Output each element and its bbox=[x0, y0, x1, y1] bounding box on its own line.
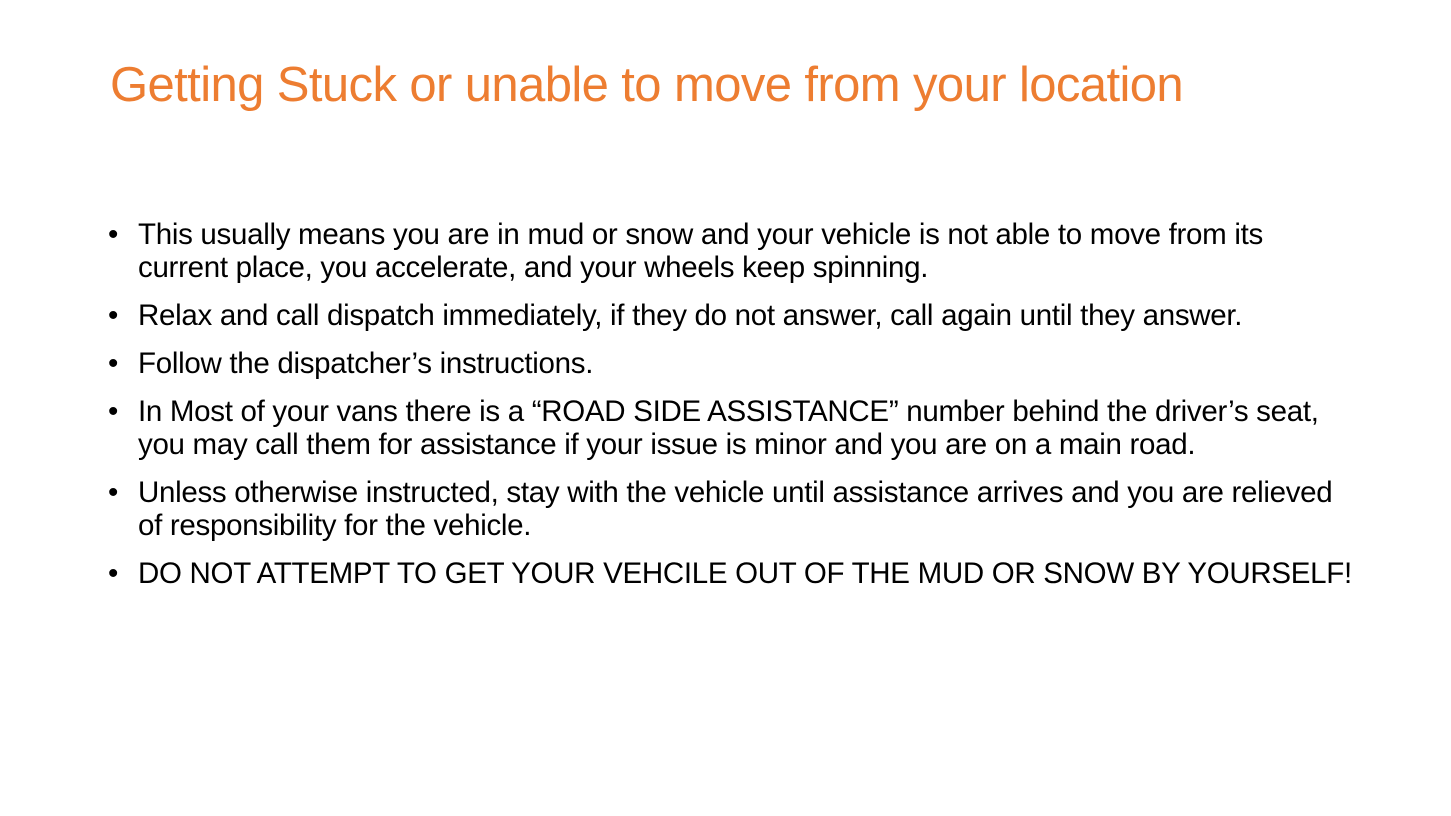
bullet-list bbox=[108, 218, 1353, 605]
bullet-icon: • bbox=[108, 395, 119, 428]
bullet-icon: • bbox=[108, 218, 119, 251]
bullet-icon: • bbox=[108, 476, 119, 509]
bullet-icon: • bbox=[108, 299, 119, 332]
bullet-item bbox=[108, 299, 1353, 332]
bullet-text: Follow the dispatcher’s instructions. bbox=[138, 347, 594, 380]
bullet-text: This usually means you are in mud or snow and your vehicle is not able to move from its current place, you accelerate, and your wheels keep spinning. bbox=[138, 218, 1263, 284]
bullet-text: Unless otherwise instructed, stay with the vehicle until assistance arrives and you are relieved of responsibility for the vehicle. bbox=[138, 476, 1333, 542]
bullet-item bbox=[108, 476, 1353, 542]
bullet-item bbox=[108, 557, 1353, 590]
bullet-text: In Most of your vans there is a “ROAD SIDE ASSISTANCE” number behind the driver’s seat, you may call them for assistance if your issue is minor and you are on a main road. bbox=[138, 395, 1319, 461]
bullet-text: DO NOT ATTEMPT TO GET YOUR VEHCILE OUT OF THE MUD OR SNOW BY YOURSELF! bbox=[138, 557, 1352, 590]
bullet-text: Relax and call dispatch immediately, if they do not answer, call again until they answer. bbox=[138, 299, 1243, 332]
bullet-item bbox=[108, 395, 1353, 461]
bullet-icon: • bbox=[108, 347, 119, 380]
bullet-item bbox=[108, 347, 1353, 380]
slide-title: Getting Stuck or unable to move from your location bbox=[110, 58, 1184, 112]
bullet-item bbox=[108, 218, 1353, 284]
bullet-icon: • bbox=[108, 557, 119, 590]
